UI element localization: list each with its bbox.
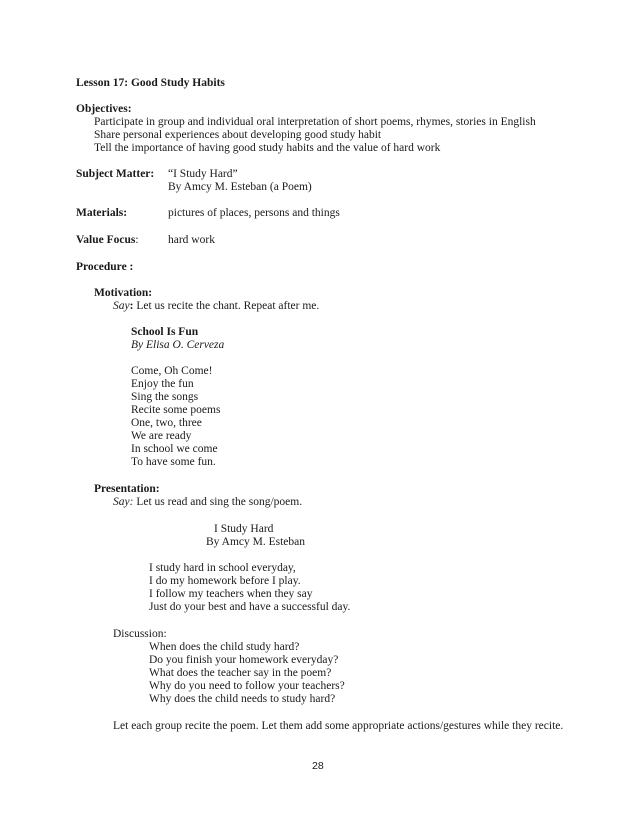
- objectives-heading: Objectives:: [76, 103, 132, 115]
- presentation-say-line: [113, 496, 302, 509]
- chant-line: Sing the songs: [131, 391, 199, 403]
- presentation-heading: Presentation:: [94, 483, 160, 495]
- value-focus-colon: :: [135, 234, 139, 246]
- subject-matter-label: Subject Matter:: [76, 168, 155, 180]
- discussion-question: Why does the child needs to study hard?: [149, 693, 336, 705]
- value-focus-value: hard work: [168, 234, 215, 246]
- chant-line: To have some fun.: [131, 456, 216, 468]
- motivation-say-line: [113, 300, 319, 313]
- poem-author: By Amcy M. Esteban: [206, 536, 306, 548]
- chant-line: In school we come: [131, 443, 218, 455]
- chant-title: School Is Fun: [131, 326, 199, 338]
- materials-value: pictures of places, persons and things: [168, 207, 340, 219]
- objective-item: Participate in group and individual oral interpretation of short poems, rhymes, stories in English: [94, 116, 536, 128]
- say-word: Say: [113, 300, 130, 312]
- say-colon: :: [129, 300, 134, 312]
- discussion-question: Do you finish your homework everyday?: [149, 654, 339, 666]
- page-number: 28: [312, 760, 324, 772]
- chant-line: One, two, three: [131, 417, 202, 429]
- objective-item: Tell the importance of having good study habits and the value of hard work: [94, 142, 441, 154]
- discussion-heading: Discussion:: [113, 628, 167, 640]
- say-word: Say:: [113, 496, 134, 508]
- motivation-heading: Motivation:: [94, 287, 153, 299]
- chant-line: Come, Oh Come!: [131, 365, 213, 377]
- value-focus-label-line: [76, 234, 139, 247]
- chant-line: We are ready: [131, 430, 192, 442]
- poem-line: I study hard in school everyday,: [149, 562, 296, 574]
- discussion-question: When does the child study hard?: [149, 641, 300, 653]
- poem-line: I follow my teachers when they say: [149, 588, 313, 600]
- chant-line: Enjoy the fun: [131, 378, 194, 390]
- poem-line: I do my homework before I play.: [149, 575, 301, 587]
- presentation-say-text: Let us read and sing the song/poem.: [133, 496, 303, 508]
- discussion-question: What does the teacher say in the poem?: [149, 667, 332, 679]
- procedure-label: Procedure :: [76, 261, 134, 273]
- subject-matter-author: By Amcy M. Esteban (a Poem): [168, 181, 312, 193]
- lesson-title: Lesson 17: Good Study Habits: [76, 77, 225, 89]
- value-focus-label: Value Focus: [76, 234, 136, 246]
- chant-author: By Elisa O. Cerveza: [131, 339, 225, 351]
- motivation-say-text: Let us recite the chant. Repeat after me.: [133, 300, 320, 312]
- poem-title: I Study Hard: [214, 523, 274, 535]
- poem-line: Just do your best and have a successful day.: [149, 601, 351, 613]
- subject-matter-title: “I Study Hard”: [168, 168, 238, 180]
- discussion-question: Why do you need to follow your teachers?: [149, 680, 345, 692]
- chant-line: Recite some poems: [131, 404, 221, 416]
- closing-instruction: Let each group recite the poem. Let them add some appropriate actions/gestures while they recite.: [113, 720, 564, 732]
- objective-item: Share personal experiences about developing good study habit: [94, 129, 382, 141]
- materials-label: Materials:: [76, 207, 128, 219]
